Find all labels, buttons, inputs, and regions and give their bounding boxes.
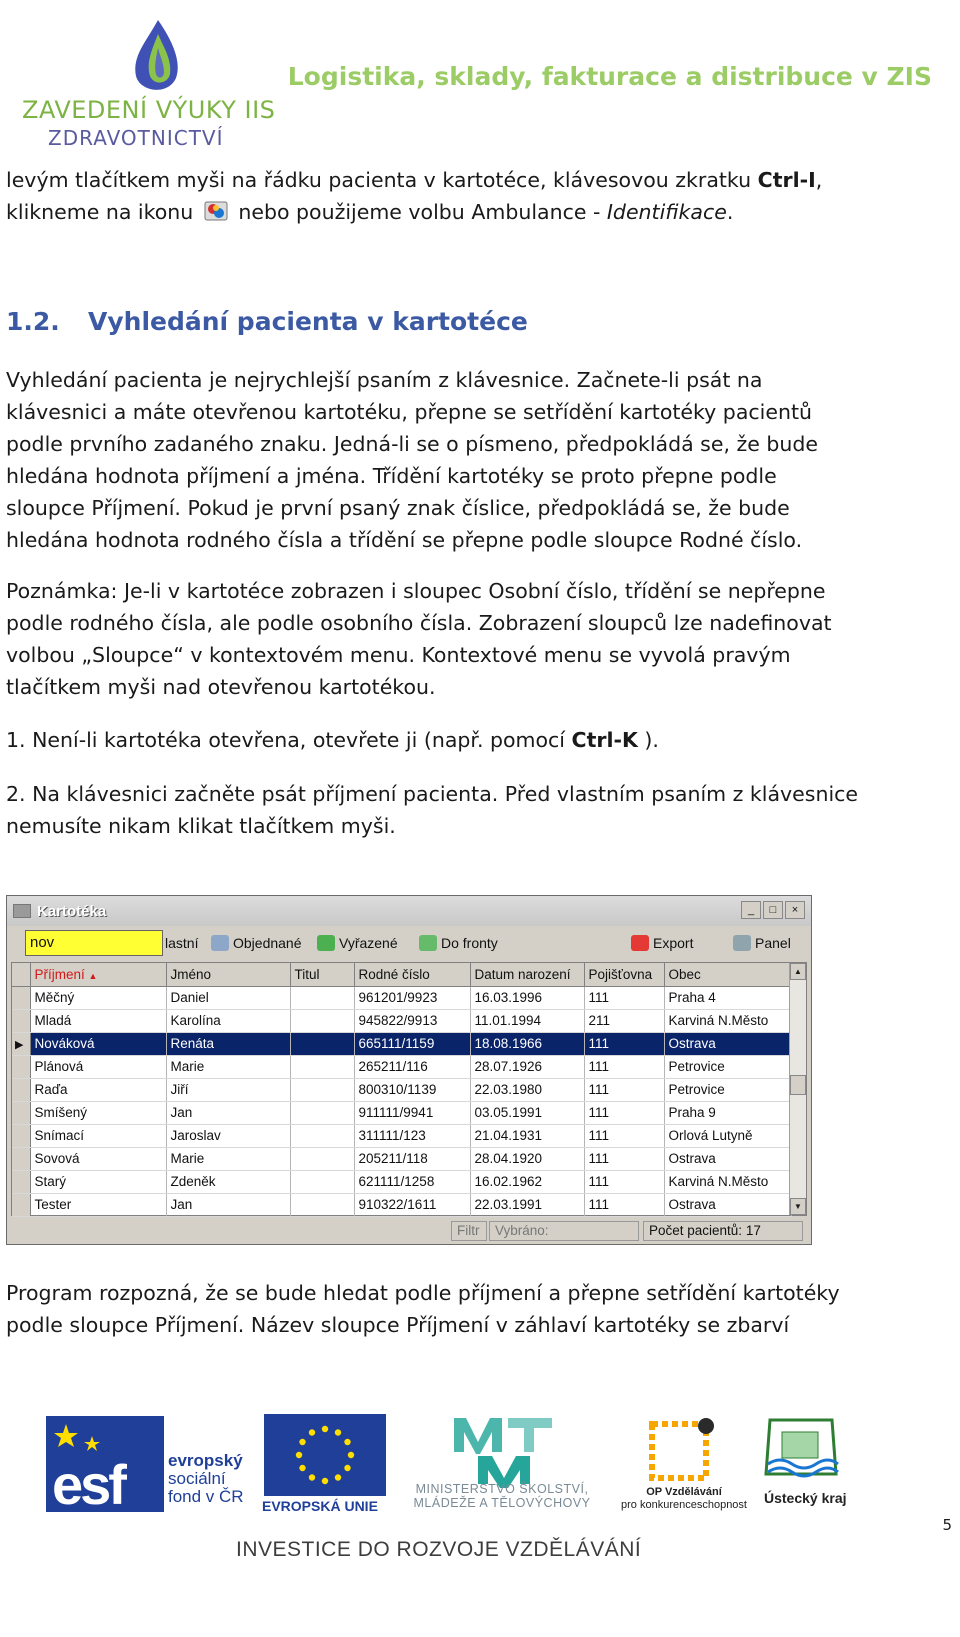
- eu-star-icon: [322, 1478, 328, 1484]
- table-cell: [290, 1193, 354, 1216]
- toolbar-hidden-button[interactable]: [165, 935, 198, 951]
- table-cell: Měčný: [30, 986, 166, 1009]
- table-cell: Karviná N.Město: [664, 1009, 791, 1032]
- table-row[interactable]: [12, 1032, 791, 1055]
- table-cell: 111: [584, 1147, 664, 1170]
- row-indicator: [12, 1147, 30, 1170]
- table-cell: Praha 9: [664, 1101, 791, 1124]
- esf-stars-icon: [46, 1416, 164, 1512]
- patient-table: [12, 963, 792, 1217]
- eu-text: EVROPSKÁ UNIE: [262, 1498, 378, 1514]
- step2-line: nemusíte nikam klikat tlačítkem myši.: [6, 814, 396, 838]
- table-cell: [290, 986, 354, 1009]
- table-cell: 111: [584, 1032, 664, 1055]
- window-toolbar: [7, 926, 811, 962]
- table-cell: [290, 1101, 354, 1124]
- op-line2: pro konkurenceschopnost: [621, 1499, 747, 1511]
- investice-slogan: INVESTICE DO ROZVOJE VZDĚLÁVÁNÍ: [236, 1538, 642, 1561]
- table-cell: 28.04.1920: [470, 1147, 584, 1170]
- identify-patient-icon: [204, 199, 228, 221]
- p3-line: podle sloupce Příjmení. Název sloupce Příjmení v záhlaví kartotéky se zbarví: [6, 1313, 790, 1337]
- op-logo-icon: [644, 1416, 726, 1492]
- toolbar-export-button[interactable]: [631, 935, 693, 951]
- export-icon: [631, 935, 649, 951]
- table-row[interactable]: [12, 1147, 791, 1170]
- eu-star-icon: [344, 1465, 350, 1471]
- eu-star-icon: [348, 1452, 354, 1458]
- p1-line: hledána hodnota příjmení a jména. Třídění kartotéky se proto přepne podle: [6, 464, 777, 488]
- esf-line2: sociální: [168, 1469, 226, 1488]
- table-cell: Daniel: [166, 986, 290, 1009]
- window-app-icon: [13, 904, 31, 918]
- step2-line: 2. Na klávesnici začněte psát příjmení pacienta. Před vlastním psaním z klávesnice: [6, 782, 859, 806]
- table-row[interactable]: [12, 986, 791, 1009]
- step1-text: 1. Není-li kartotéka otevřena, otevřete ji (např. pomocí: [6, 728, 572, 752]
- table-cell: Sovová: [30, 1147, 166, 1170]
- eu-star-icon: [299, 1439, 305, 1445]
- table-cell: 211: [584, 1009, 664, 1032]
- table-cell: Ostrava: [664, 1032, 791, 1055]
- step-2: [6, 778, 926, 842]
- status-filter: Filtr: [451, 1221, 487, 1241]
- table-cell: 11.01.1994: [470, 1009, 584, 1032]
- table-row[interactable]: [12, 1193, 791, 1216]
- intro-line2-end: .: [726, 200, 734, 224]
- table-cell: Ostrava: [664, 1193, 791, 1216]
- eu-star-icon: [335, 1429, 341, 1435]
- table-cell: Petrovice: [664, 1078, 791, 1101]
- shortcut-ctrl-k: Ctrl-K: [571, 728, 638, 752]
- table-cell: Renáta: [166, 1032, 290, 1055]
- status-patient-count: Počet pacientů: 17: [643, 1221, 803, 1241]
- column-header-obec[interactable]: Obec: [664, 963, 791, 986]
- table-cell: 911111/9941: [354, 1101, 470, 1124]
- column-header-prijmeni[interactable]: [30, 963, 166, 986]
- note-line: Poznámka: Je-li v kartotéce zobrazen i sloupec Osobní číslo, třídění se nepřepne: [6, 579, 826, 603]
- table-row[interactable]: [12, 1055, 791, 1078]
- intro-line1: [6, 164, 926, 196]
- step-1: [6, 724, 926, 756]
- minimize-button[interactable]: _: [741, 901, 761, 919]
- patient-grid: [11, 962, 807, 1216]
- table-cell: [290, 1147, 354, 1170]
- row-indicator-header: [12, 963, 30, 986]
- table-cell: Raďa: [30, 1078, 166, 1101]
- note-line: volbou „Sloupce“ v kontextovém menu. Kontextové menu se vyvolá pravým: [6, 643, 791, 667]
- table-cell: [290, 1078, 354, 1101]
- table-cell: 111: [584, 1193, 664, 1216]
- toolbar-panel-label: Panel: [755, 935, 791, 951]
- table-cell: Karolína: [166, 1009, 290, 1032]
- calendar-icon: [211, 935, 229, 951]
- esf-line3: fond v ČR: [168, 1487, 244, 1506]
- row-indicator: [12, 1170, 30, 1193]
- page-number: 5: [942, 1516, 952, 1534]
- table-cell: 205211/118: [354, 1147, 470, 1170]
- scroll-thumb[interactable]: [790, 1075, 806, 1095]
- table-cell: [290, 1009, 354, 1032]
- table-row[interactable]: [12, 1009, 791, 1032]
- esf-text: [168, 1452, 244, 1506]
- table-cell: 22.03.1980: [470, 1078, 584, 1101]
- table-cell: Nováková: [30, 1032, 166, 1055]
- table-cell: 16.03.1996: [470, 986, 584, 1009]
- table-row[interactable]: [12, 1170, 791, 1193]
- table-cell: Marie: [166, 1147, 290, 1170]
- status-selected: Vybráno:: [489, 1221, 639, 1241]
- op-line1: OP Vzdělávání: [646, 1486, 722, 1498]
- column-header-titul[interactable]: Titul: [290, 963, 354, 986]
- table-cell: 22.03.1991: [470, 1193, 584, 1216]
- table-cell: [290, 1032, 354, 1055]
- row-indicator: [12, 1055, 30, 1078]
- table-row[interactable]: [12, 1124, 791, 1147]
- scroll-down-icon[interactable]: ▼: [790, 1198, 806, 1215]
- intro-paragraph: [6, 164, 926, 228]
- intro-line1-end: ,: [815, 168, 823, 192]
- table-cell: 111: [584, 1101, 664, 1124]
- eu-star-icon: [309, 1474, 315, 1480]
- ustecky-kraj-logo-icon: [760, 1414, 842, 1486]
- p1-line: podle prvního zadaného znaku. Jedná-li se o písmeno, předpokládá se, že bude: [6, 432, 819, 456]
- zavedeni-vyuky-logo: [18, 14, 278, 150]
- table-cell: Jan: [166, 1101, 290, 1124]
- toolbar-queue-label: Do fronty: [441, 935, 498, 951]
- column-header-jmeno[interactable]: Jméno: [166, 963, 290, 986]
- table-cell: Marie: [166, 1055, 290, 1078]
- table-cell: Ostrava: [664, 1147, 791, 1170]
- table-cell: Plánová: [30, 1055, 166, 1078]
- logo-line1: ZAVEDENÍ VÝUKY IIS: [22, 96, 276, 124]
- row-indicator: [12, 1009, 30, 1032]
- table-row[interactable]: [12, 1078, 791, 1101]
- column-header-label: Příjmení: [34, 966, 85, 982]
- people-queue-icon: [419, 935, 437, 951]
- section-heading: [6, 307, 528, 336]
- table-cell: Petrovice: [664, 1055, 791, 1078]
- msmt-line1: MINISTERSTVO ŠKOLSTVÍ,: [415, 1482, 589, 1496]
- p1-line: sloupce Příjmení. Pokud je první psaný znak číslice, předpokládá se, že bude: [6, 496, 790, 520]
- table-cell: 665111/1159: [354, 1032, 470, 1055]
- p3-line: Program rozpozná, že se bude hledat podle příjmení a přepne setřídění kartotéky: [6, 1281, 840, 1305]
- msmt-line2: MLÁDEŽE A TĚLOVÝCHOVY: [413, 1496, 591, 1510]
- table-cell: 961201/9923: [354, 986, 470, 1009]
- table-cell: 621111/1258: [354, 1170, 470, 1193]
- table-cell: 18.08.1966: [470, 1032, 584, 1055]
- window-statusbar: [7, 1218, 811, 1244]
- sort-ascending-icon: ▲: [88, 970, 98, 981]
- table-cell: 21.04.1931: [470, 1124, 584, 1147]
- table-cell: 311111/123: [354, 1124, 470, 1147]
- step1-end: ).: [637, 728, 659, 752]
- table-cell: Jan: [166, 1193, 290, 1216]
- eu-star-icon: [322, 1426, 328, 1432]
- table-row[interactable]: [12, 1101, 791, 1124]
- column-header-datum-narozeni[interactable]: Datum narození: [470, 963, 584, 986]
- menu-identifikace: Identifikace: [606, 200, 727, 224]
- note-line: tlačítkem myši nad otevřenou kartotékou.: [6, 675, 436, 699]
- intro-line2-text: klikneme na ikonu: [6, 200, 194, 224]
- column-header-pojistovna[interactable]: Pojišťovna: [584, 963, 664, 986]
- close-button[interactable]: ×: [785, 901, 805, 919]
- scroll-up-icon[interactable]: ▲: [790, 963, 806, 980]
- toolbar-panel-button[interactable]: [733, 935, 791, 951]
- footer-logos: [0, 1400, 960, 1637]
- kartoteka-window: [6, 895, 812, 1245]
- row-indicator: [12, 1124, 30, 1147]
- intro-line1-text: levým tlačítkem myši na řádku pacienta v kartotéce, klávesovou zkratku: [6, 168, 758, 192]
- table-cell: 03.05.1991: [470, 1101, 584, 1124]
- table-cell: 265211/116: [354, 1055, 470, 1078]
- eu-star-icon: [344, 1439, 350, 1445]
- p1-line: klávesnici a máte otevřenou kartotéku, přepne se setřídění kartotéky pacientů: [6, 400, 812, 424]
- table-cell: [290, 1055, 354, 1078]
- person-remove-icon: [317, 935, 335, 951]
- esf-line1: evropský: [168, 1451, 243, 1470]
- paragraph-3: [6, 1277, 926, 1341]
- drop-logo-icon: [128, 18, 184, 96]
- note-line: podle rodného čísla, ale podle osobního čísla. Zobrazení sloupců lze nadefinovat: [6, 611, 832, 635]
- row-indicator: [12, 1032, 30, 1055]
- table-cell: [290, 1124, 354, 1147]
- table-cell: 910322/1611: [354, 1193, 470, 1216]
- table-cell: 28.07.1926: [470, 1055, 584, 1078]
- maximize-button[interactable]: □: [763, 901, 783, 919]
- intro-line2: [6, 196, 926, 228]
- eu-flag-icon: [264, 1414, 386, 1496]
- table-cell: Mladá: [30, 1009, 166, 1032]
- section-number: 1.2.: [6, 307, 60, 336]
- p1-line: hledána hodnota rodného čísla a třídění se přepne podle sloupce Rodné číslo.: [6, 528, 803, 552]
- eu-star-icon: [296, 1452, 302, 1458]
- row-indicator: [12, 986, 30, 1009]
- esf-logo: [46, 1416, 164, 1512]
- msmt-text: [398, 1482, 606, 1510]
- window-title: Kartotéka: [37, 902, 107, 920]
- current-row-arrow-icon: ▶: [15, 1039, 24, 1051]
- table-header-row: [12, 963, 791, 986]
- table-cell: Jiří: [166, 1078, 290, 1101]
- ustecky-kraj-text: Ústecký kraj: [764, 1490, 847, 1506]
- table-cell: Snímací: [30, 1124, 166, 1147]
- vertical-scrollbar[interactable]: [789, 963, 806, 1215]
- table-cell: Smíšený: [30, 1101, 166, 1124]
- column-header-rodne-cislo[interactable]: Rodné číslo: [354, 963, 470, 986]
- table-cell: 111: [584, 986, 664, 1009]
- row-indicator: [12, 1078, 30, 1101]
- table-cell: [290, 1170, 354, 1193]
- table-cell: Zdeněk: [166, 1170, 290, 1193]
- eu-star-icon: [309, 1429, 315, 1435]
- paragraph-1: [6, 364, 926, 556]
- table-cell: 945822/9913: [354, 1009, 470, 1032]
- toolbar-ordered-button[interactable]: [211, 935, 302, 951]
- p1-line: Vyhledání pacienta je nejrychlejší psaním z klávesnice. Začnete-li psát na: [6, 368, 763, 392]
- table-cell: 111: [584, 1124, 664, 1147]
- note-paragraph: [6, 575, 926, 703]
- toolbar-hidden-label: lastní: [165, 935, 199, 951]
- panel-icon: [733, 935, 751, 951]
- eu-star-icon: [335, 1474, 341, 1480]
- shortcut-ctrl-i: Ctrl-I: [757, 168, 816, 192]
- table-body: [12, 986, 791, 1216]
- page-header-title: Logistika, sklady, fakturace a distribuce v ZIS: [287, 62, 932, 91]
- incremental-search-input[interactable]: nov: [25, 930, 163, 956]
- table-cell: Starý: [30, 1170, 166, 1193]
- window-controls: [741, 901, 805, 919]
- toolbar-excluded-button[interactable]: [317, 935, 398, 951]
- window-titlebar: [7, 896, 811, 926]
- toolbar-export-label: Export: [653, 935, 694, 951]
- table-cell: Karviná N.Město: [664, 1170, 791, 1193]
- table-cell: Orlová Lutyně: [664, 1124, 791, 1147]
- eu-star-icon: [299, 1465, 305, 1471]
- table-cell: 800310/1139: [354, 1078, 470, 1101]
- svg-text:esf: esf: [52, 1453, 124, 1512]
- toolbar-queue-button[interactable]: [419, 935, 498, 951]
- table-cell: Tester: [30, 1193, 166, 1216]
- op-text: [614, 1486, 754, 1512]
- table-cell: Jaroslav: [166, 1124, 290, 1147]
- row-indicator: [12, 1193, 30, 1216]
- section-title: Vyhledání pacienta v kartotéce: [88, 307, 528, 336]
- table-cell: 111: [584, 1055, 664, 1078]
- row-indicator: [12, 1101, 30, 1124]
- table-cell: 111: [584, 1078, 664, 1101]
- intro-line2-mid: nebo použijeme volbu Ambulance -: [238, 200, 607, 224]
- toolbar-excluded-label: Vyřazené: [339, 935, 398, 951]
- table-cell: 16.02.1962: [470, 1170, 584, 1193]
- table-cell: 111: [584, 1170, 664, 1193]
- table-cell: Praha 4: [664, 986, 791, 1009]
- logo-line2: ZDRAVOTNICTVÍ: [48, 126, 224, 150]
- toolbar-ordered-label: Objednané: [233, 935, 302, 951]
